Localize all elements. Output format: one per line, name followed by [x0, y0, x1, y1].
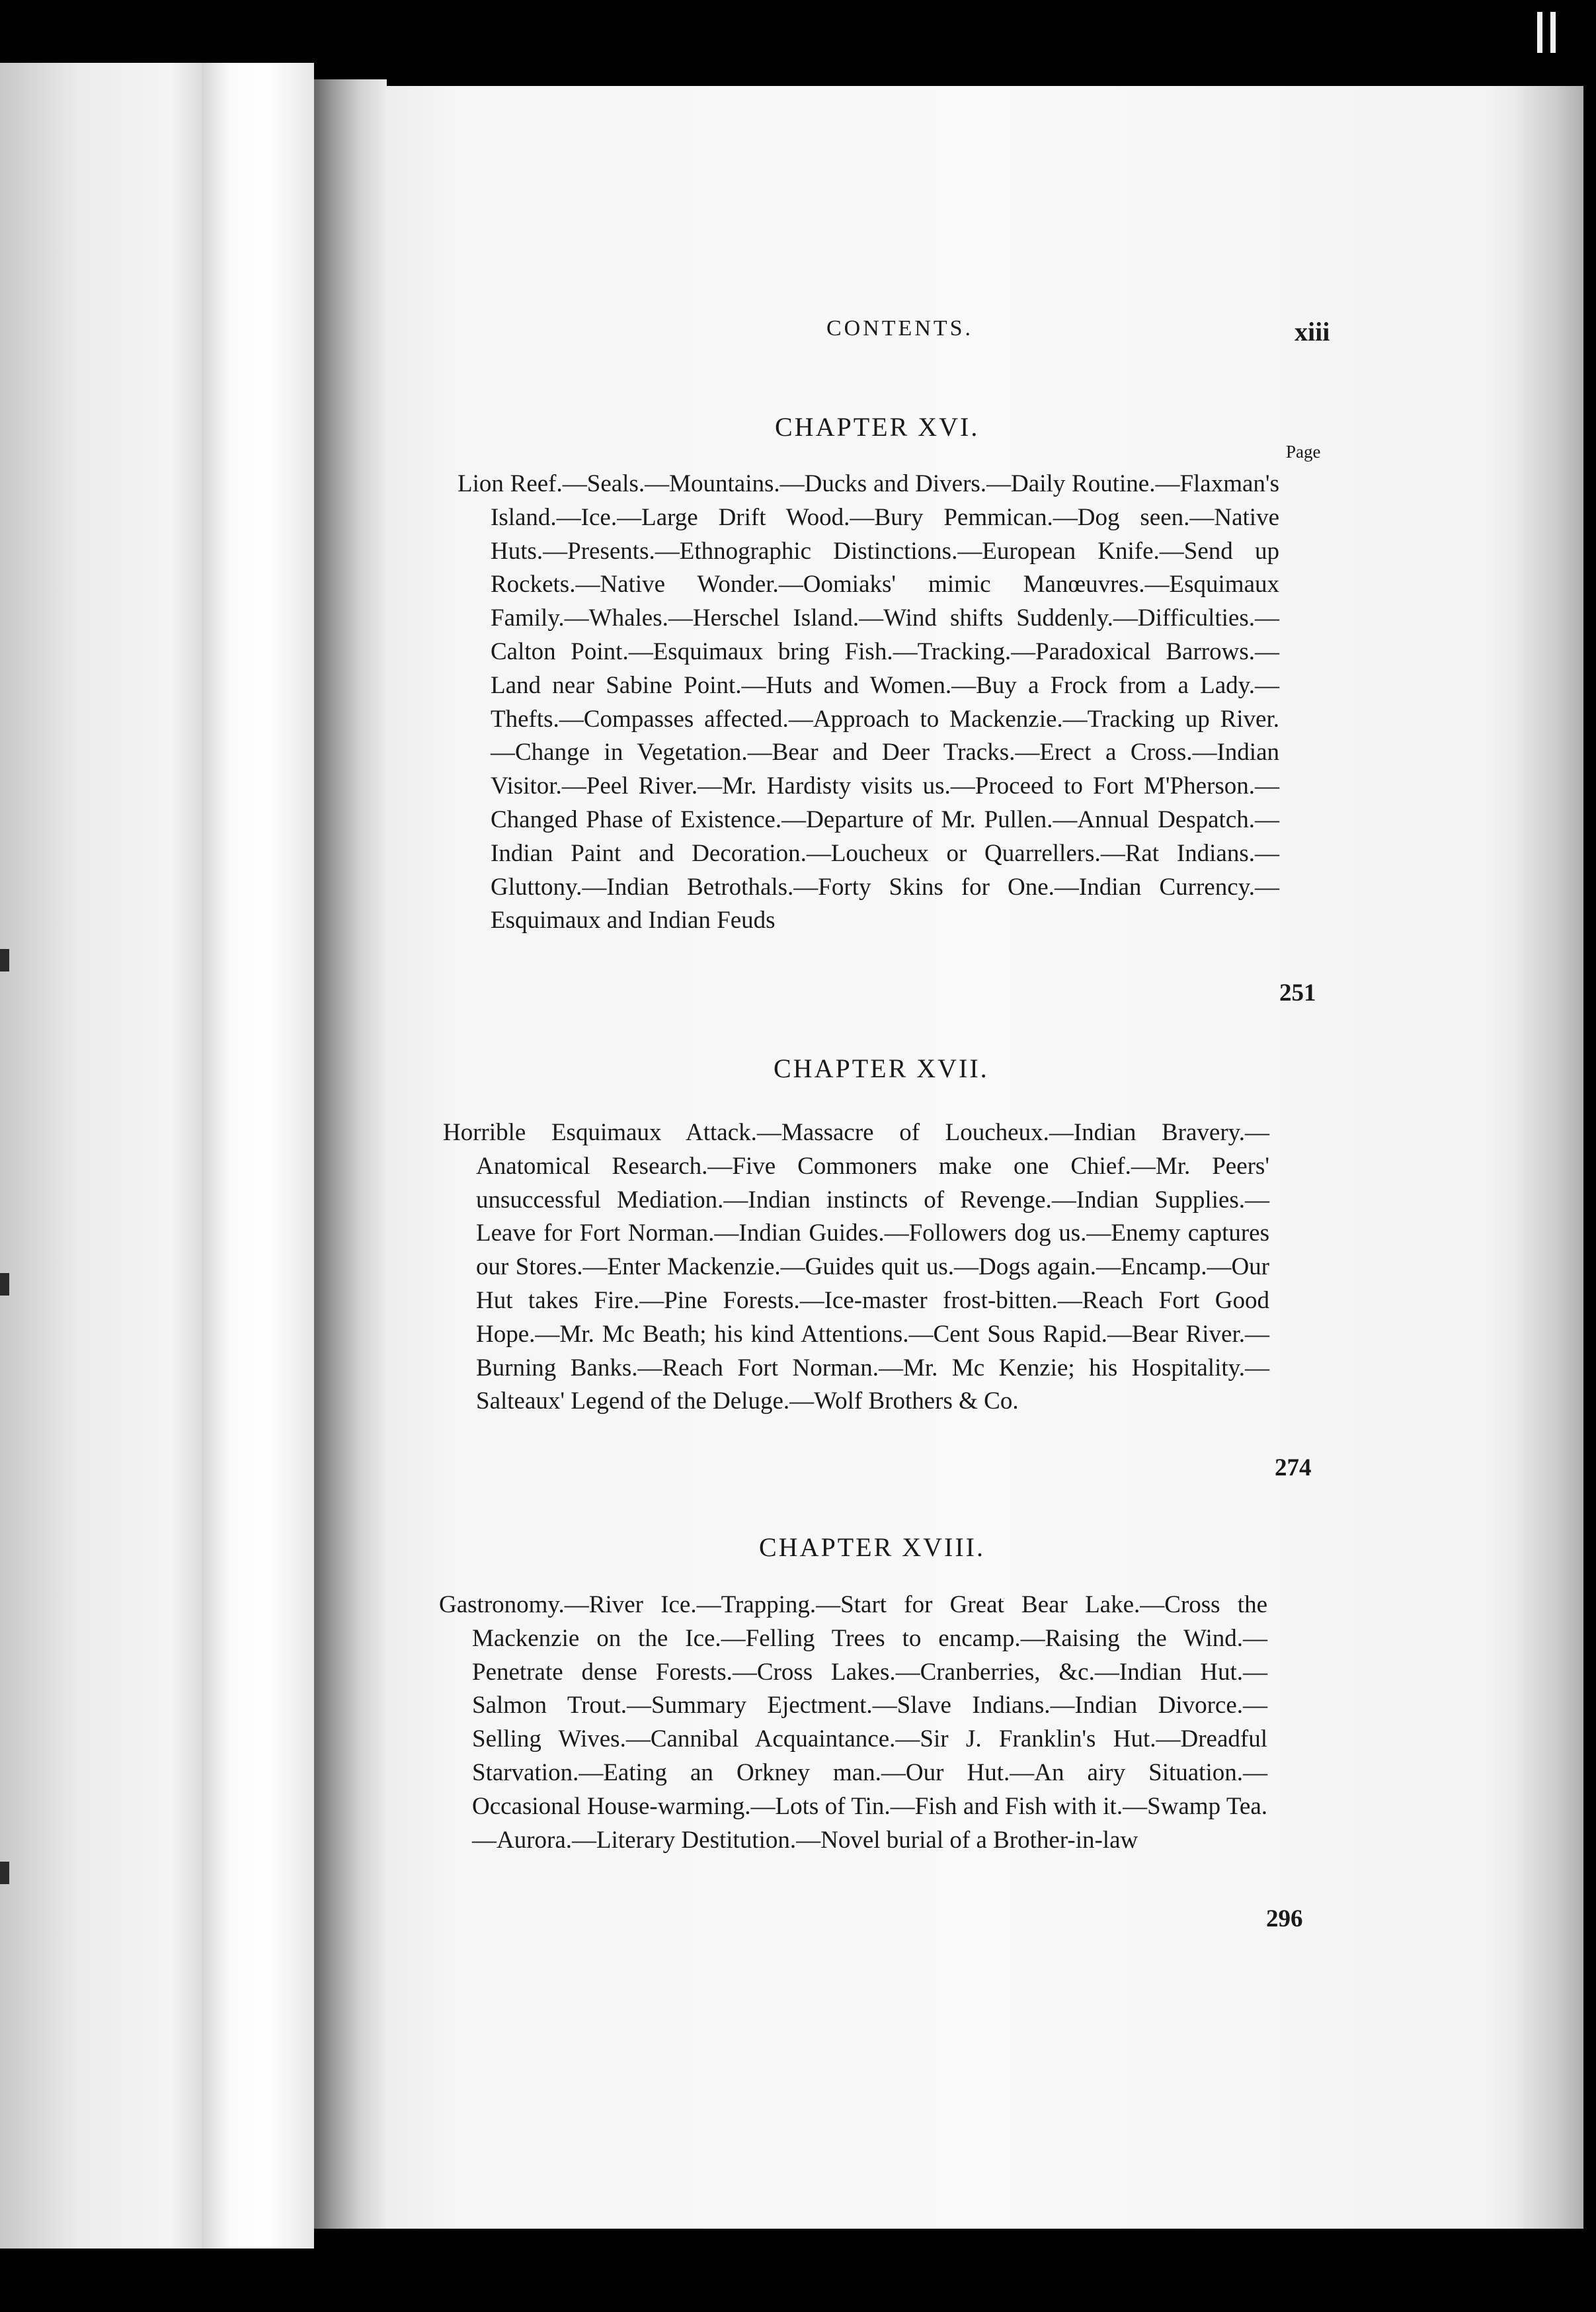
book-binding — [202, 63, 314, 2249]
margin-mark — [0, 1862, 9, 1884]
chapter-summary — [438, 1589, 1267, 1857]
scan-corner-mark — [1537, 12, 1542, 53]
page-number: xiii — [1295, 317, 1330, 347]
chapter-summary — [442, 1116, 1269, 1419]
chapter-heading: CHAPTER XVIII. — [759, 1532, 985, 1562]
summary-text: Horrible Esquimaux Attack.—Massacre of Loucheux.—Indian Bravery.—Anatomical Research.—Five Commoners make one Chief.—Mr. Peers' unsuccessful Mediation.—Indian instincts of Revenge.—Indian Supplies.—Leave for Fort Norman.—Indian Guides.—Followers dog us.—Enemy captures our Stores.—Enter Mackenzie.—Guides quit us.—Dogs again.—Encamp.—Our Hut takes Fire.—Pine Forests.—Ice-master frost-bitten.—Reach Fort Good Hope.—Mr. Mc Beath; his kind Attentions.—Cent Sous Rapid.—Bear River.—Burning Banks.—Reach Fort Norman.—Mr. Mc Kenzie; his Hospitality.—Salteaux' Legend of the Deluge.—Wolf Brothers & Co. — [443, 1119, 1269, 1415]
running-head: CONTENTS. — [826, 316, 974, 341]
chapter-summary — [456, 468, 1279, 938]
chapter-page-number: 274 — [1275, 1454, 1312, 1481]
summary-text: Gastronomy.—River Ice.—Trapping.—Start for Great Bear Lake.—Cross the Mackenzie on the Ice.—Felling Trees to encamp.—Raising the Wind.—Penetrate dense Forests.—Cross Lakes.—Cranberries, &c.—Indian Hut.—Salmon Trout.—Summary Ejectment.—Slave Indians.—Indian Divorce.—Selling Wives.—Cannibal Acquaintance.—Sir J. Franklin's Hut.—Dreadful Starvation.—Eating an Orkney man.—Our Hut.—An airy Situation.—Occasional House-warming.—Lots of Tin.—Fish and Fish with it.—Swamp Tea.—Aurora.—Literary Destitution.—Novel burial of a Brother-in-law — [439, 1591, 1267, 1854]
page-edge-shadow — [1514, 86, 1583, 2229]
left-page — [0, 63, 202, 2249]
page-column-label: Page — [1286, 442, 1321, 462]
chapter-heading: CHAPTER XVI. — [775, 412, 980, 442]
page-gutter — [314, 79, 387, 2229]
scan-corner-mark — [1550, 12, 1556, 53]
chapter-page-number: 251 — [1279, 979, 1316, 1007]
summary-text: Lion Reef.—Seals.—Mountains.—Ducks and Divers.—Daily Routine.—Flaxman's Island.—Ice.—Large Drift Wood.—Bury Pemmican.—Dog seen.—Native Huts.—Presents.—Ethnographic Distinctions.—European Knife.—Send up Rockets.—Native Wonder.—Oomiaks' mimic Manœuvres.—Esquimaux Family.—Whales.—Herschel Island.—Wind shifts Suddenly.—Difficulties.—Calton Point.—Esquimaux bring Fish.—Tracking.—Paradoxical Barrows.—Land near Sabine Point.—Huts and Women.—Buy a Frock from a Lady.—Thefts.—Compasses affected.—Approach to Mackenzie.—Tracking up River.—Change in Vegetation.—Bear and Deer Tracks.—Erect a Cross.—Indian Visitor.—Peel River.—Mr. Hardisty visits us.—Proceed to Fort M'Pherson.—Changed Phase of Existence.—Departure of Mr. Pullen.—Annual Despatch.—Indian Paint and Decoration.—Loucheux or Quarrellers.—Rat Indians.—Gluttony.—Indian Betrothals.—Forty Skins for One.—Indian Currency.—Esquimaux and Indian Feuds — [458, 470, 1279, 934]
margin-mark — [0, 1273, 9, 1296]
chapter-page-number: 296 — [1266, 1905, 1303, 1932]
chapter-heading: CHAPTER XVII. — [774, 1053, 989, 1083]
margin-mark — [0, 949, 9, 971]
